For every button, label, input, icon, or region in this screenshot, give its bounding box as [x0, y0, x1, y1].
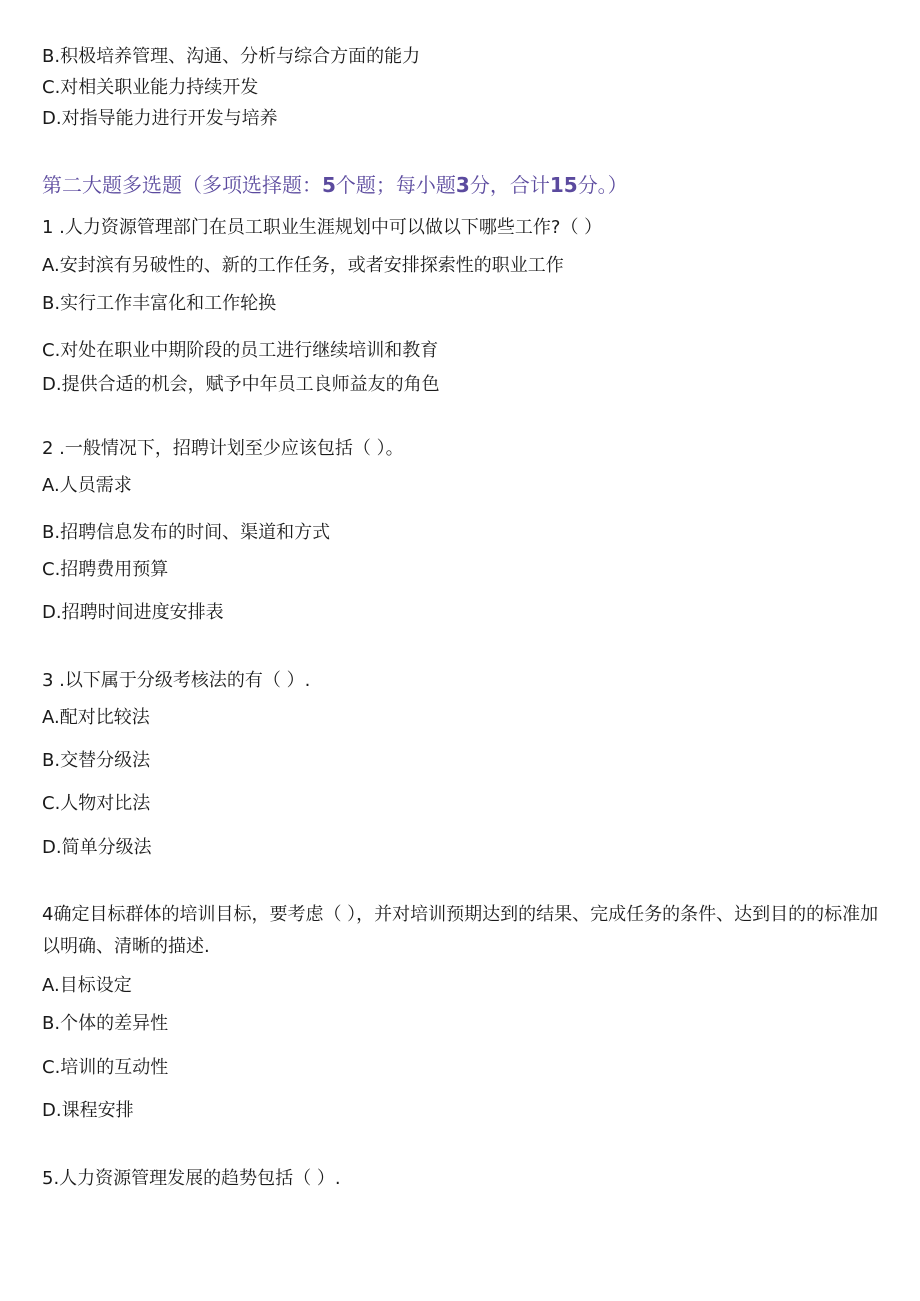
question-1-option-b: B.实行工作丰富化和工作轮换 — [42, 293, 277, 314]
question-1-option-c: C.对处在职业中期阶段的员工进行继续培训和教育 — [42, 340, 439, 361]
section-points: 3 — [455, 173, 470, 197]
prev-option-d: D.对指导能力进行开发与培养 — [42, 108, 278, 129]
section-mid1: 个题；每小题 — [335, 173, 456, 197]
prev-option-b: B.积极培养管理、沟通、分析与综合方面的能力 — [42, 46, 421, 67]
question-2-option-b: B.招聘信息发布的时间、渠道和方式 — [42, 522, 331, 543]
question-2-option-a: A.人员需求 — [42, 475, 132, 496]
question-1-option-a: A.安封滨有另破性的、新的工作任务，或者安排探索性的职业工作 — [42, 255, 564, 276]
question-2-option-c: C.招聘费用预算 — [42, 559, 169, 580]
question-1-option-d: D.提供合适的机会，赋予中年员工良师益友的角色 — [42, 374, 440, 395]
section-suffix: 分。） — [577, 173, 628, 197]
question-5-stem: 5.人力资源管理发展的趋势包括（ ）. — [42, 1168, 341, 1189]
question-2-stem: 2 .一般情况下，招聘计划至少应该包括（ ）。 — [42, 438, 404, 459]
question-4-option-c: C.培训的互动性 — [42, 1057, 169, 1078]
question-2-option-d: D.招聘时间进度安排表 — [42, 602, 224, 623]
question-4-stem: 4确定目标群体的培训目标，要考虑（ ），并对培训预期达到的结果、完成任务的条件、达到目的的标准加以明确、清晰的描述. — [42, 904, 879, 957]
section-heading — [42, 171, 628, 199]
question-1-stem: 1 .人力资源管理部门在员工职业生涯规划中可以做以下哪些工作?（ ） — [42, 217, 603, 238]
question-4-option-a: A.目标设定 — [42, 975, 132, 996]
question-3-option-a: A.配对比较法 — [42, 707, 150, 728]
question-3-stem: 3 .以下属于分级考核法的有（ ）. — [42, 670, 311, 691]
section-title-prefix: 第二大题多选题（多项选择题： — [42, 173, 322, 197]
question-4-option-d: D.课程安排 — [42, 1100, 134, 1121]
question-4-option-b: B.个体的差异性 — [42, 1013, 169, 1034]
prev-option-c: C.对相关职业能力持续开发 — [42, 77, 259, 98]
section-count: 5 — [322, 173, 336, 197]
section-mid2: 分，合计 — [469, 173, 550, 197]
question-3-option-b: B.交替分级法 — [42, 750, 151, 771]
question-3-option-c: C.人物对比法 — [42, 793, 151, 814]
question-3-option-d: D.简单分级法 — [42, 837, 152, 858]
section-total: 15 — [549, 173, 578, 197]
